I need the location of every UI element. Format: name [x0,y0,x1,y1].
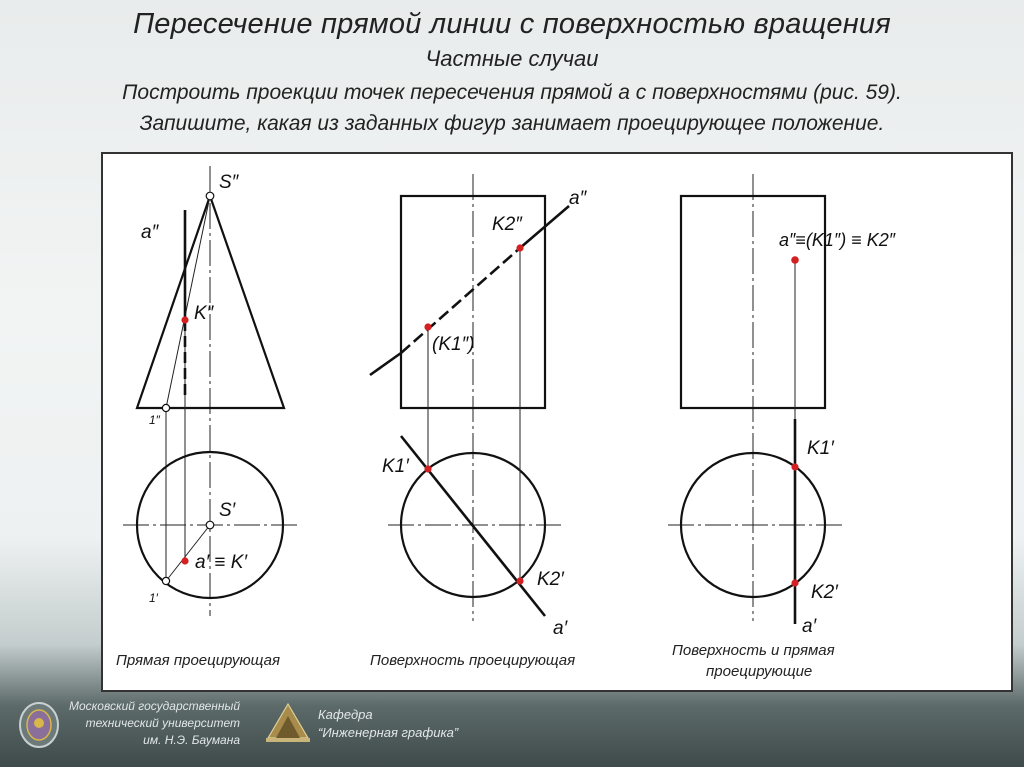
point-1-1 [162,577,169,584]
label-aK: a′ ≡ K′ [195,552,248,573]
university-line2: технический университет [85,716,240,730]
label-K1-2: (K1″) [432,334,475,355]
point-K2 [181,316,188,323]
label-1-1: 1′ [149,591,158,605]
label-K2: K″ [194,303,214,324]
slide-subtitle: Частные случаи [425,46,599,71]
department-line1: Кафедра [318,707,373,722]
university-line3: им. Н.Э. Баумана [143,733,240,747]
point-K1 [181,557,188,564]
task-text-line1: Построить проекции точек пересечения прямой а с поверхностями (рис. 59). [122,81,902,104]
label-a2: a″ [141,222,159,243]
label-K1-1-p3: K1′ [807,438,834,459]
label-S1: S′ [219,500,236,521]
point-S2 [206,192,214,200]
panel-both-projecting [668,174,896,680]
label-a2-K1-K2: a″≡(K1″) ≡ K2″ [779,230,896,250]
slide-title: Пересечение прямой линии с поверхностью вращения [133,8,891,40]
panel-projecting-line [116,166,298,669]
point-K1-2 [424,323,431,330]
point-K2-1-p3 [791,579,798,586]
drawing-canvas [103,154,1011,690]
figure-59 [101,152,1013,692]
panel-projecting-surface [370,174,588,669]
label-K2-1: K2′ [537,569,564,590]
label-a2-p2: a″ [569,188,587,209]
department-name [318,706,458,742]
department-logo-icon [264,698,312,746]
caption-panel1: Прямая проецирующая [116,652,280,669]
caption-panel2: Поверхность проецирующая [370,652,576,669]
point-K1-1 [424,465,431,472]
label-K2-2: K2″ [492,214,522,235]
point-a2-K1-K2 [791,256,799,264]
point-K2-1 [516,577,523,584]
label-K1-1: K1′ [382,456,409,477]
line-a-front-left [370,353,401,375]
university-name [60,698,240,749]
task-text-line2: Запишите, какая из заданных фигур занимает проецирующее положение. [139,112,885,135]
label-S2: S″ [219,172,239,193]
label-1-2: 1″ [149,413,160,427]
caption-panel3-line1: Поверхность и прямая [672,642,835,659]
point-S1 [206,521,214,529]
point-K1-1-p3 [791,463,798,470]
caption-panel3-line2: проецирующие [706,663,813,680]
label-K2-1-p3: K2′ [811,582,838,603]
label-a1-p2: a′ [553,618,568,639]
label-a1-p3: a′ [802,616,817,637]
university-logo-icon [18,699,60,749]
department-line2: “Инженерная графика” [318,725,459,740]
point-1-2 [162,404,169,411]
point-K2-2 [516,244,523,251]
university-line1: Московский государственный [68,699,240,713]
